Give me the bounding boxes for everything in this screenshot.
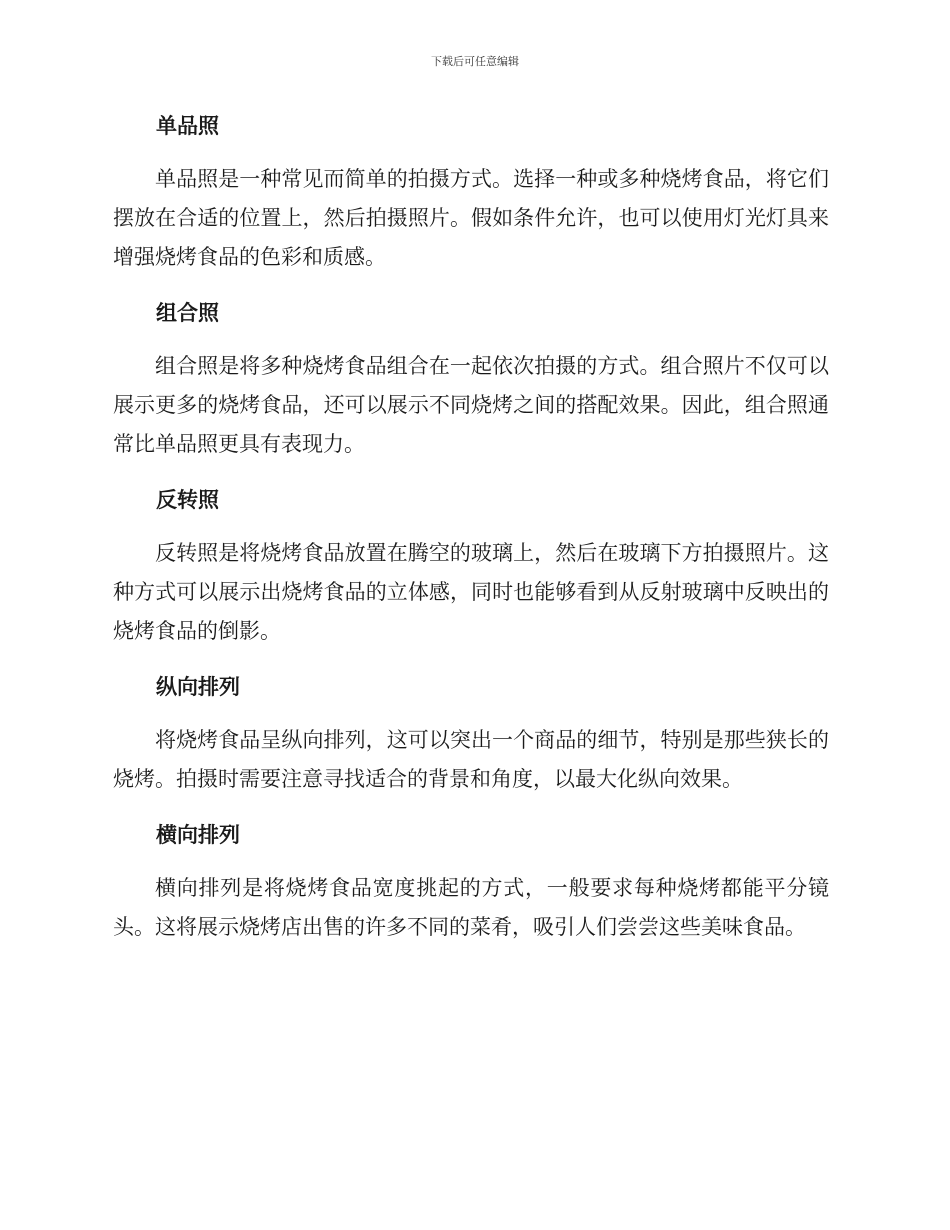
section-single-item — [113, 110, 829, 277]
section-paragraph: 横向排列是将烧烤食品宽度挑起的方式，一般要求每种烧烤都能平分镜头。这将展示烧烤店出售的许多不同的菜肴，吸引人们尝尝这些美味食品。 — [113, 876, 829, 939]
document-content — [113, 110, 829, 967]
section-heading: 组合照 — [156, 301, 219, 325]
section-heading: 横向排列 — [156, 823, 240, 847]
section-paragraph: 单品照是一种常见而简单的拍摄方式。选择一种或多种烧烤食品，将它们摆放在合适的位置上，然后拍摄照片。假如条件允许，也可以使用灯光灯具来增强烧烤食品的色彩和质感。 — [113, 167, 829, 269]
section-horizontal-arrangement — [113, 819, 829, 947]
section-paragraph: 将烧烤食品呈纵向排列，这可以突出一个商品的细节，特别是那些狭长的烧烤。拍摄时需要注意寻找适合的背景和角度，以最大化纵向效果。 — [113, 728, 829, 791]
section-combination — [113, 297, 829, 464]
section-paragraph: 反转照是将烧烤食品放置在腾空的玻璃上，然后在玻璃下方拍摄照片。这种方式可以展示出烧烤食品的立体感，同时也能够看到从反射玻璃中反映出的烧烤食品的倒影。 — [113, 541, 829, 643]
section-vertical-arrangement — [113, 671, 829, 799]
section-reflection — [113, 484, 829, 651]
section-heading: 反转照 — [156, 488, 219, 512]
section-paragraph: 组合照是将多种烧烤食品组合在一起依次拍摄的方式。组合照片不仅可以展示更多的烧烤食品，还可以展示不同烧烤之间的搭配效果。因此，组合照通常比单品照更具有表现力。 — [113, 354, 829, 456]
page-header: 下载后可任意编辑 — [431, 55, 519, 68]
section-heading: 单品照 — [156, 114, 219, 138]
section-heading: 纵向排列 — [156, 675, 240, 699]
